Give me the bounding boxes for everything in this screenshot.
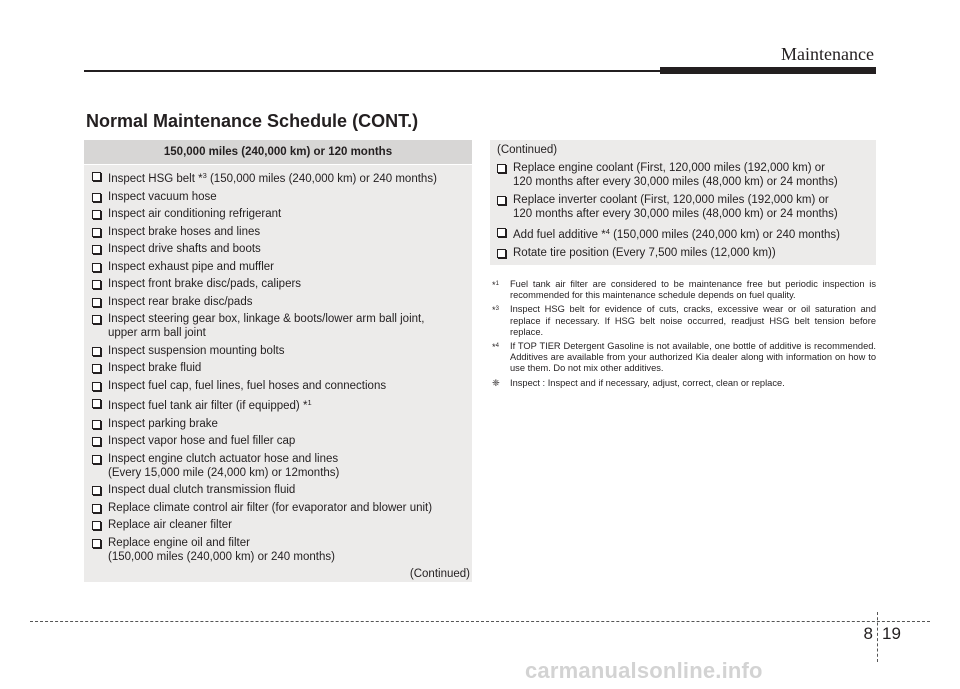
footnote-ref: 4 — [605, 227, 610, 236]
item-text: Inspect vapor hose and fuel filler cap — [108, 435, 296, 447]
item-text: Inspect fuel tank air filter (if equipped) * — [108, 400, 308, 412]
checkbox[interactable] — [92, 210, 101, 219]
continued-label: (Continued) — [409, 568, 470, 580]
item-text: Inspect suspension mounting bolts — [108, 344, 285, 357]
item-text: Inspect engine clutch actuator hose and lines — [108, 452, 339, 465]
item-text: Replace air cleaner filter — [108, 519, 233, 531]
checklist-item — [497, 225, 870, 242]
checkbox[interactable] — [92, 245, 101, 254]
checklist-item — [92, 483, 466, 497]
footnote-ref: 3 — [202, 171, 207, 180]
item-text: Replace inverter coolant (First, 120,000 miles (192,000 km) or — [513, 194, 829, 206]
item-text: Inspect fuel cap, fuel lines, fuel hoses and connections — [108, 379, 387, 392]
checkbox[interactable] — [92, 521, 101, 530]
item-text: Inspect brake fluid — [108, 362, 202, 374]
checkbox[interactable] — [92, 399, 101, 408]
item-text: Inspect steering gear box, linkage & boots/lower arm ball joint, — [108, 313, 425, 325]
footer-rule — [30, 621, 930, 622]
checkbox[interactable] — [92, 193, 101, 202]
footnote-ref: 1 — [307, 398, 312, 407]
checkbox[interactable] — [497, 196, 506, 205]
checklist-item — [497, 161, 870, 189]
checkbox[interactable] — [92, 228, 101, 237]
header-title: Maintenance — [781, 44, 874, 64]
checklist-item — [92, 242, 466, 256]
checkbox[interactable] — [92, 347, 101, 356]
checkbox[interactable] — [92, 486, 101, 495]
footnote-mark — [492, 341, 499, 353]
checklist-item — [92, 295, 466, 309]
checkbox[interactable] — [497, 164, 506, 173]
checkbox[interactable] — [497, 249, 506, 258]
footnote-symbol: * — [492, 280, 496, 290]
footnote-number: 4 — [495, 343, 499, 350]
checklist-item — [92, 396, 466, 413]
checklist-item — [92, 207, 466, 221]
item-text: Inspect parking brake — [108, 417, 218, 430]
checkbox[interactable] — [497, 228, 506, 237]
checklist-right — [497, 161, 870, 260]
chapter-number: 8 — [863, 624, 873, 643]
checkbox[interactable] — [92, 298, 101, 307]
checkbox[interactable] — [92, 539, 101, 548]
page-number: 19 — [882, 624, 901, 643]
checklist-item — [497, 193, 870, 221]
checklist-item — [92, 190, 466, 204]
item-text: Inspect dual clutch transmission fluid — [108, 484, 296, 496]
checkbox[interactable] — [92, 315, 101, 324]
footnote — [492, 279, 876, 301]
checklist-item — [92, 277, 466, 291]
checklist-item — [92, 260, 466, 274]
checkbox[interactable] — [92, 420, 101, 429]
checklist-item — [92, 417, 466, 431]
item-text: Replace engine oil and filter — [108, 536, 250, 549]
item-text-line2: (Every 15,000 mile (24,000 km) or 12months) — [108, 466, 340, 479]
footnote — [492, 378, 876, 389]
interval-heading: 150,000 miles (240,000 km) or 120 months — [84, 140, 472, 165]
checkbox[interactable] — [92, 504, 101, 513]
section-title: Normal Maintenance Schedule (CONT.) — [86, 111, 419, 131]
item-text-line2: (150,000 miles (240,000 km) or 240 months) — [108, 550, 335, 563]
footnote-text: If TOP TIER Detergent Gasoline is not available, one bottle of additive is recommended. Additives are available from your authorized Kia dealer along with information on how to use them. Do not mix other additives. — [510, 341, 876, 374]
item-text-line2: 120 months after every 30,000 miles (48,000 km) or 24 months) — [513, 208, 838, 220]
item-text-after: (150,000 miles (240,000 km) or 240 months) — [206, 173, 437, 185]
footnote-text: Fuel tank air filter are considered to be maintenance free but periodic inspection is recommended for this maintenance schedule depends on fuel quality. — [510, 279, 876, 301]
checklist-item — [92, 379, 466, 393]
item-text: Inspect HSG belt * — [108, 173, 203, 185]
continued-label: (Continued) — [497, 144, 558, 156]
footnote-mark — [492, 279, 499, 291]
checklist-item — [92, 169, 466, 186]
item-text: Inspect exhaust pipe and muffler — [108, 260, 275, 273]
schedule-panel-left — [84, 140, 472, 582]
item-text: Inspect brake hoses and lines — [108, 225, 261, 238]
item-text: Inspect air conditioning refrigerant — [108, 208, 282, 220]
checklist-item — [92, 225, 466, 239]
checkbox[interactable] — [92, 382, 101, 391]
item-text: Inspect drive shafts and boots — [108, 243, 261, 255]
footnote — [492, 341, 876, 375]
checklist-item — [92, 501, 466, 515]
footnote-mark — [492, 304, 499, 316]
footnote-number: 1 — [495, 281, 499, 287]
header-rule-accent — [660, 67, 876, 74]
header-rule — [84, 70, 690, 72]
footnote-mark — [492, 378, 500, 389]
footnote-symbol: * — [492, 342, 496, 353]
checkbox[interactable] — [92, 364, 101, 373]
checklist-item — [92, 518, 466, 532]
watermark: carmanualsonline.info — [525, 658, 763, 683]
footnote-text: Inspect HSG belt for evidence of cuts, cracks, excessive wear or oil saturation and replace if necessary. If HSG belt noise occurred, readjust HSG belt tension before replace. — [510, 304, 876, 337]
checklist-item — [92, 361, 466, 375]
footnote-text: Inspect : Inspect and if necessary, adjust, correct, clean or replace. — [510, 377, 785, 388]
checklist-item — [497, 246, 870, 260]
schedule-panel-right — [490, 140, 876, 265]
checkbox[interactable] — [92, 280, 101, 289]
checkbox[interactable] — [92, 263, 101, 272]
footnote-number: 3 — [495, 306, 499, 313]
checkbox[interactable] — [92, 172, 101, 181]
item-text-after: (150,000 miles (240,000 km) or 240 months) — [609, 229, 840, 241]
checklist-item — [92, 452, 466, 480]
item-text: Rotate tire position (Every 7,500 miles (12,000 km)) — [513, 247, 776, 259]
item-text-line2: upper arm ball joint — [108, 327, 206, 339]
checklist-left — [84, 165, 472, 564]
checklist-item — [92, 344, 466, 358]
checklist-item — [92, 434, 466, 448]
footnote — [492, 304, 876, 338]
item-text: Inspect vacuum hose — [108, 190, 217, 203]
checklist-item — [92, 312, 466, 340]
checkbox[interactable] — [92, 455, 101, 464]
checklist-item — [92, 536, 466, 564]
item-text: Inspect rear brake disc/pads — [108, 295, 253, 308]
item-text: Replace climate control air filter (for evaporator and blower unit) — [108, 501, 433, 514]
footnote-symbol: ❈ — [492, 377, 500, 388]
footnotes — [492, 279, 876, 392]
item-text-line2: 120 months after every 30,000 miles (48,000 km) or 24 months) — [513, 176, 838, 188]
item-text: Replace engine coolant (First, 120,000 miles (192,000 km) or — [513, 162, 825, 174]
item-text: Add fuel additive * — [513, 229, 606, 241]
checkbox[interactable] — [92, 437, 101, 446]
item-text: Inspect front brake disc/pads, calipers — [108, 278, 302, 290]
footnote-symbol: * — [492, 305, 496, 316]
page-divider — [877, 612, 878, 662]
